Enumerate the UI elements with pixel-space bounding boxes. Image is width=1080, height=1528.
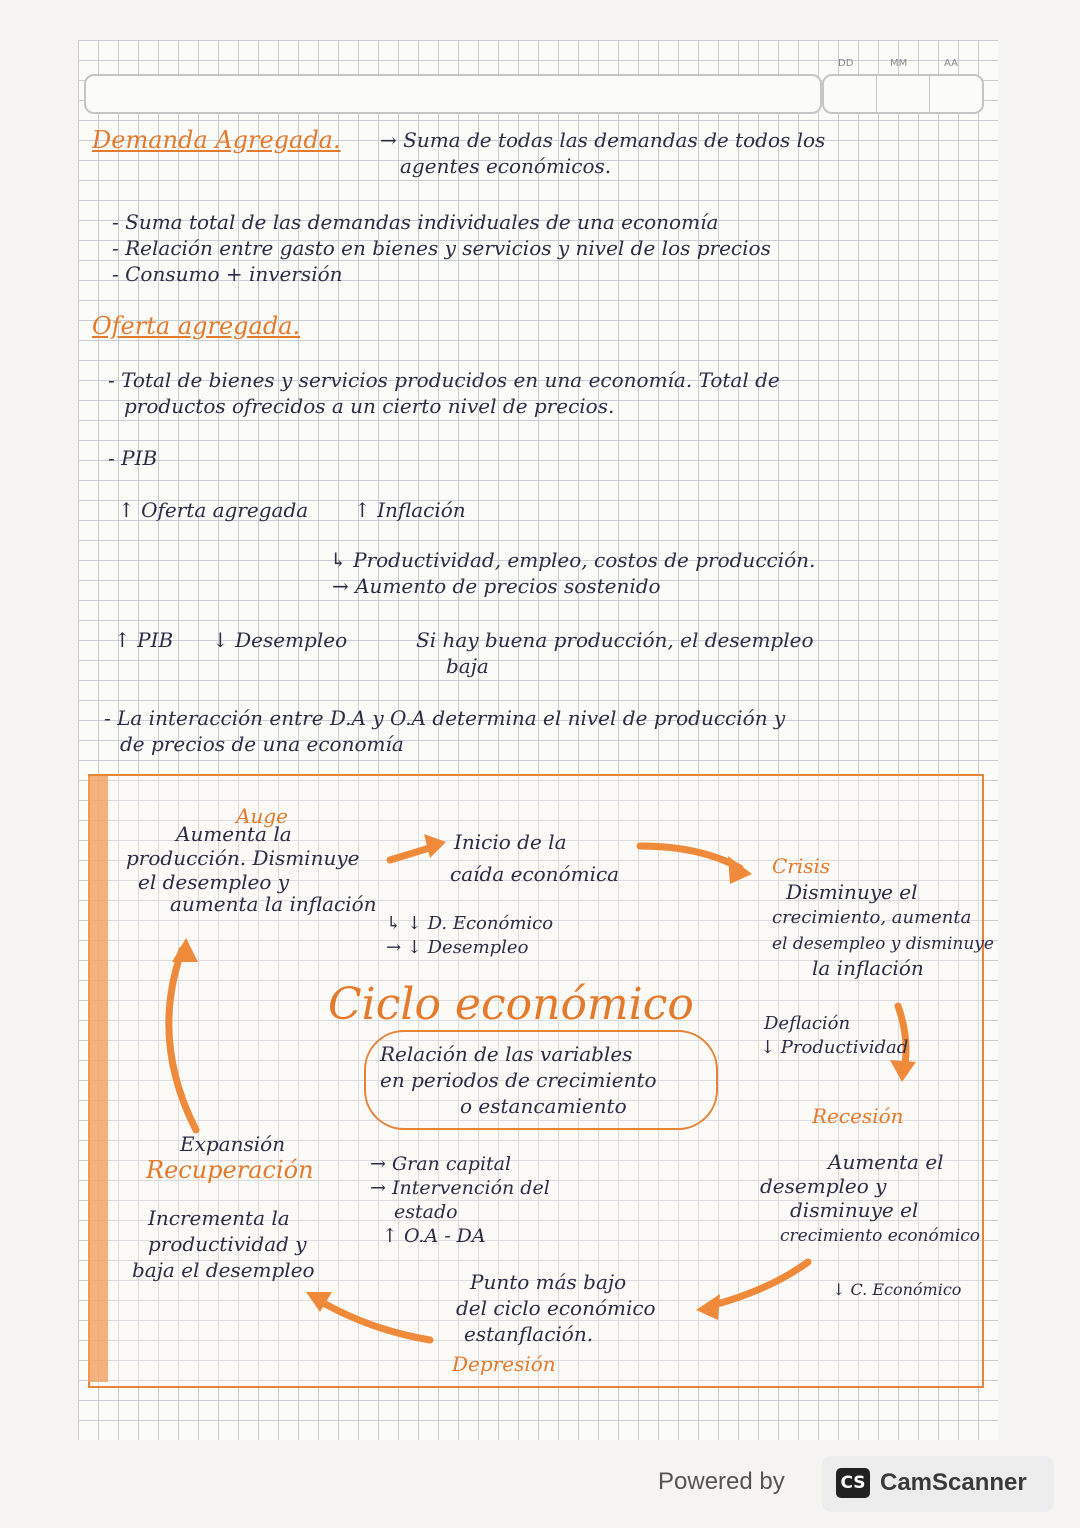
crisis-note-2: ↓ Productividad bbox=[760, 1037, 909, 1058]
pib-up: ↑ PIB bbox=[114, 628, 174, 652]
camscanner-logo-icon: CS bbox=[836, 1468, 870, 1498]
interaction-1: - La interacción entre D.A y O.A determina el nivel de producción y bbox=[104, 706, 786, 730]
crisis-line-3: el desempleo y disminuye bbox=[772, 934, 994, 954]
interaction-2: de precios de una economía bbox=[120, 732, 404, 756]
camscanner-name: CamScanner bbox=[880, 1469, 1027, 1496]
depresion-line-3: estanflación. bbox=[464, 1322, 594, 1346]
demanda-bullet-1: - Suma total de las demandas individuales de una economía bbox=[112, 210, 719, 234]
demanda-bullet-2: - Relación entre gasto en bienes y servicios y nivel de los precios bbox=[112, 236, 771, 260]
oferta-definition-2: productos ofrecidos a un cierto nivel de precios. bbox=[124, 394, 615, 418]
center-line-3: o estancamiento bbox=[460, 1094, 627, 1118]
expansion-note-3: estado bbox=[394, 1201, 458, 1223]
demanda-title: Demanda Agregada. bbox=[92, 126, 341, 154]
date-label-month: MM bbox=[890, 58, 908, 69]
pib-note-2: baja bbox=[446, 654, 489, 678]
auge-line-1: Aumenta la bbox=[176, 822, 292, 846]
date-label-day: DD bbox=[838, 58, 854, 69]
auge-line-4: aumenta la inflación bbox=[170, 892, 377, 916]
center-line-2: en periodos de crecimiento bbox=[380, 1068, 657, 1092]
crisis-line-2: crecimiento, aumenta bbox=[772, 907, 972, 928]
auge-line-3: el desempleo y bbox=[138, 870, 290, 894]
depresion-line-2: del ciclo económico bbox=[456, 1296, 656, 1320]
inicio-line-1: Inicio de la bbox=[454, 830, 567, 854]
cycle-title: Ciclo económico bbox=[328, 979, 694, 1030]
recesion-line-4: crecimiento económico bbox=[780, 1226, 981, 1246]
demanda-definition-1: → Suma de todas las demandas de todos los bbox=[380, 128, 826, 152]
expansion-note-2: → Intervención del bbox=[370, 1177, 550, 1199]
depresion-label: Depresión bbox=[452, 1352, 556, 1376]
inicio-note-1: ↳ ↓ D. Económico bbox=[386, 913, 554, 934]
depresion-line-1: Punto más bajo bbox=[470, 1270, 627, 1294]
date-label-year: AA bbox=[944, 58, 958, 69]
recesion-note: ↓ C. Económico bbox=[832, 1280, 962, 1299]
inflacion-effect: → Aumento de precios sostenido bbox=[332, 574, 661, 598]
recuperacion-line-3: baja el desempleo bbox=[132, 1258, 315, 1282]
crisis-note-1: Deflación bbox=[764, 1013, 851, 1034]
inflacion-up: ↑ Inflación bbox=[354, 498, 466, 522]
demanda-definition-2: agentes económicos. bbox=[400, 154, 612, 178]
auge-line-2: producción. Disminuye bbox=[126, 846, 360, 870]
pib-note-1: Si hay buena producción, el desempleo bbox=[416, 628, 814, 652]
recuperacion-line-2: productividad y bbox=[148, 1232, 307, 1256]
crisis-line-4: la inflación bbox=[812, 956, 924, 980]
expansion-label: Expansión bbox=[180, 1132, 286, 1156]
recesion-line-1: Aumenta el bbox=[828, 1150, 944, 1174]
recesion-line-2: desempleo y bbox=[760, 1174, 887, 1198]
oferta-pib: - PIB bbox=[108, 446, 158, 470]
recesion-label: Recesión bbox=[812, 1104, 904, 1128]
recuperacion-label: Recuperación bbox=[146, 1156, 314, 1184]
inflacion-cause: ↳ Productividad, empleo, costos de producción. bbox=[330, 548, 816, 572]
inicio-note-2: → ↓ Desempleo bbox=[386, 937, 529, 958]
recesion-line-3: disminuye el bbox=[790, 1198, 919, 1222]
auge-label: Auge bbox=[236, 804, 288, 828]
desempleo-down: ↓ Desempleo bbox=[212, 628, 348, 652]
recuperacion-line-1: Incrementa la bbox=[148, 1206, 290, 1230]
center-line-1: Relación de las variables bbox=[380, 1042, 633, 1066]
crisis-label: Crisis bbox=[772, 854, 831, 878]
expansion-note-4: ↑ O.A - DA bbox=[382, 1225, 486, 1247]
demanda-bullet-3: - Consumo + inversión bbox=[112, 262, 343, 286]
expansion-note-1: → Gran capital bbox=[370, 1153, 512, 1175]
inicio-line-2: caída económica bbox=[450, 862, 620, 886]
oferta-up: ↑ Oferta agregada bbox=[118, 498, 309, 522]
oferta-definition-1: - Total de bienes y servicios producidos en una economía. Total de bbox=[108, 368, 780, 392]
oferta-title: Oferta agregada. bbox=[92, 312, 301, 340]
crisis-line-1: Disminuye el bbox=[786, 880, 918, 904]
powered-by-text: Powered by bbox=[658, 1468, 785, 1495]
